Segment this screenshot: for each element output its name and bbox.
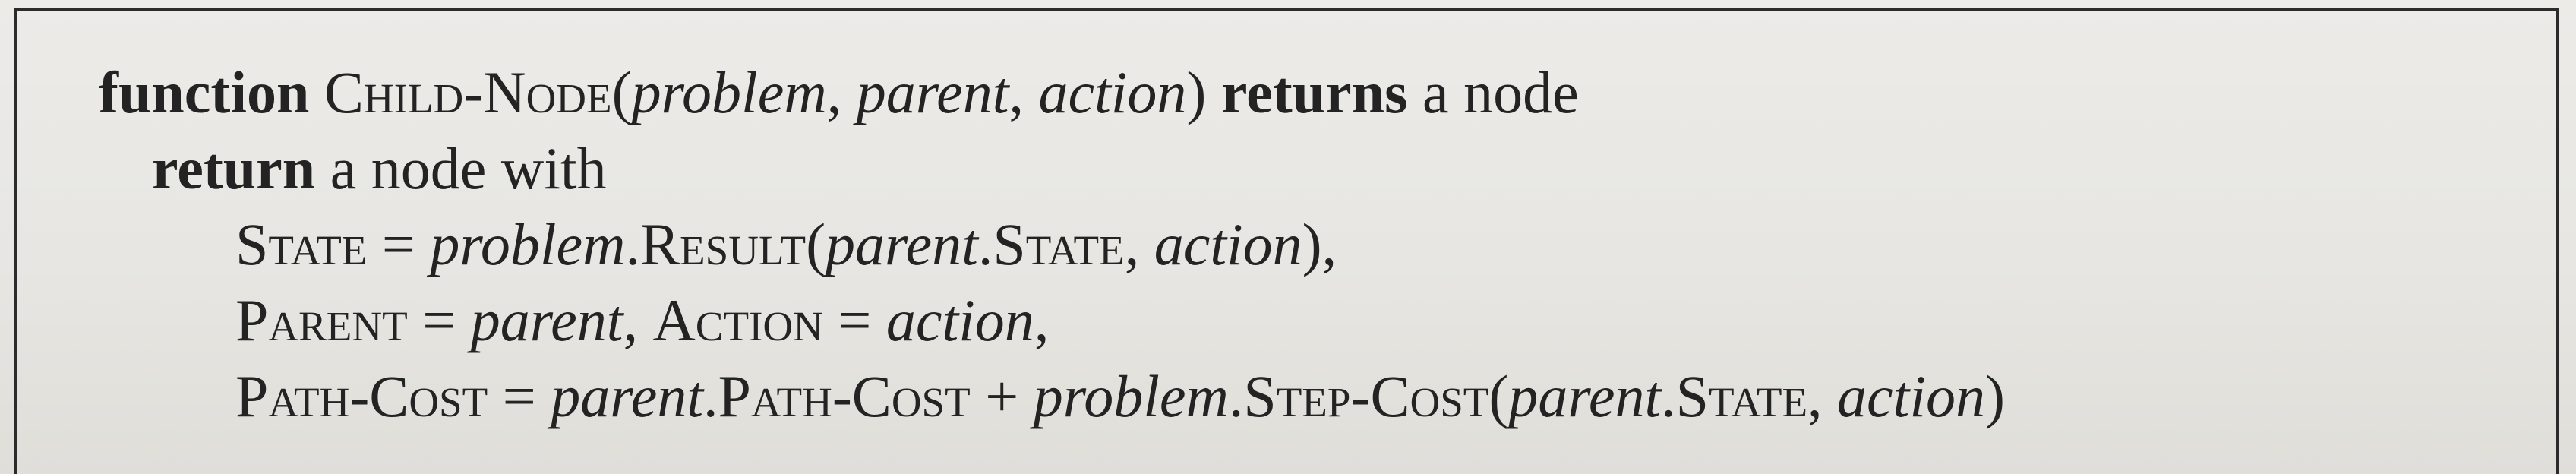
dot: .: [703, 363, 718, 429]
object-parent: parent: [551, 363, 703, 429]
method-result: Result: [639, 211, 807, 277]
keyword-returns: returns: [1220, 59, 1408, 125]
state-assignment-line: [99, 207, 2005, 283]
trailing-comma: ,: [1034, 287, 1050, 353]
open-paren: (: [1488, 363, 1509, 429]
dot: .: [1228, 363, 1244, 429]
path-cost-assignment-line: [99, 359, 2005, 434]
param-problem: problem: [631, 59, 827, 125]
comma: ,: [1807, 363, 1838, 429]
keyword-return: return: [152, 135, 316, 201]
equals: =: [488, 363, 551, 429]
parent-action-assignment-line: [99, 283, 2005, 359]
comma: ,: [1009, 59, 1039, 125]
object-parent: parent: [826, 211, 978, 277]
plus-operator: +: [970, 363, 1034, 429]
method-step-cost: Step-Cost: [1243, 363, 1489, 429]
open-paren: (: [806, 211, 826, 277]
equals: =: [822, 287, 886, 353]
pseudocode-block: [99, 55, 2005, 434]
return-text: a node with: [330, 135, 607, 201]
function-signature-line: [99, 55, 2005, 131]
open-paren: (: [611, 59, 632, 125]
field-state: State: [235, 211, 368, 277]
close-paren-comma: ),: [1302, 211, 1337, 277]
close-paren: ): [1186, 59, 1207, 125]
function-name: Child-Node: [324, 59, 612, 125]
equals: =: [367, 211, 431, 277]
value-action: action: [886, 287, 1034, 353]
arg-action: action: [1154, 211, 1302, 277]
field-action: Action: [652, 287, 823, 353]
dot: .: [977, 211, 993, 277]
value-parent: parent: [470, 287, 623, 353]
field-parent: Parent: [235, 287, 408, 353]
object-problem: problem: [1033, 363, 1229, 429]
field-state: State: [1675, 363, 1808, 429]
object-problem: problem: [430, 211, 626, 277]
return-line: [99, 131, 2005, 207]
comma: ,: [623, 287, 653, 353]
object-parent: parent: [1508, 363, 1662, 429]
param-parent: parent: [856, 59, 1009, 125]
field-path-cost: Path-Cost: [235, 363, 488, 429]
dot: .: [1661, 363, 1676, 429]
return-description: a node: [1422, 59, 1579, 125]
field-state: State: [993, 211, 1125, 277]
field-path-cost: Path-Cost: [718, 363, 971, 429]
equals: =: [407, 287, 471, 353]
keyword-function: function: [99, 59, 310, 125]
comma: ,: [1124, 211, 1154, 277]
comma: ,: [826, 59, 857, 125]
arg-action: action: [1837, 363, 1986, 429]
param-action: action: [1038, 59, 1187, 125]
dot: .: [625, 211, 640, 277]
close-paren: ): [1985, 363, 2005, 429]
